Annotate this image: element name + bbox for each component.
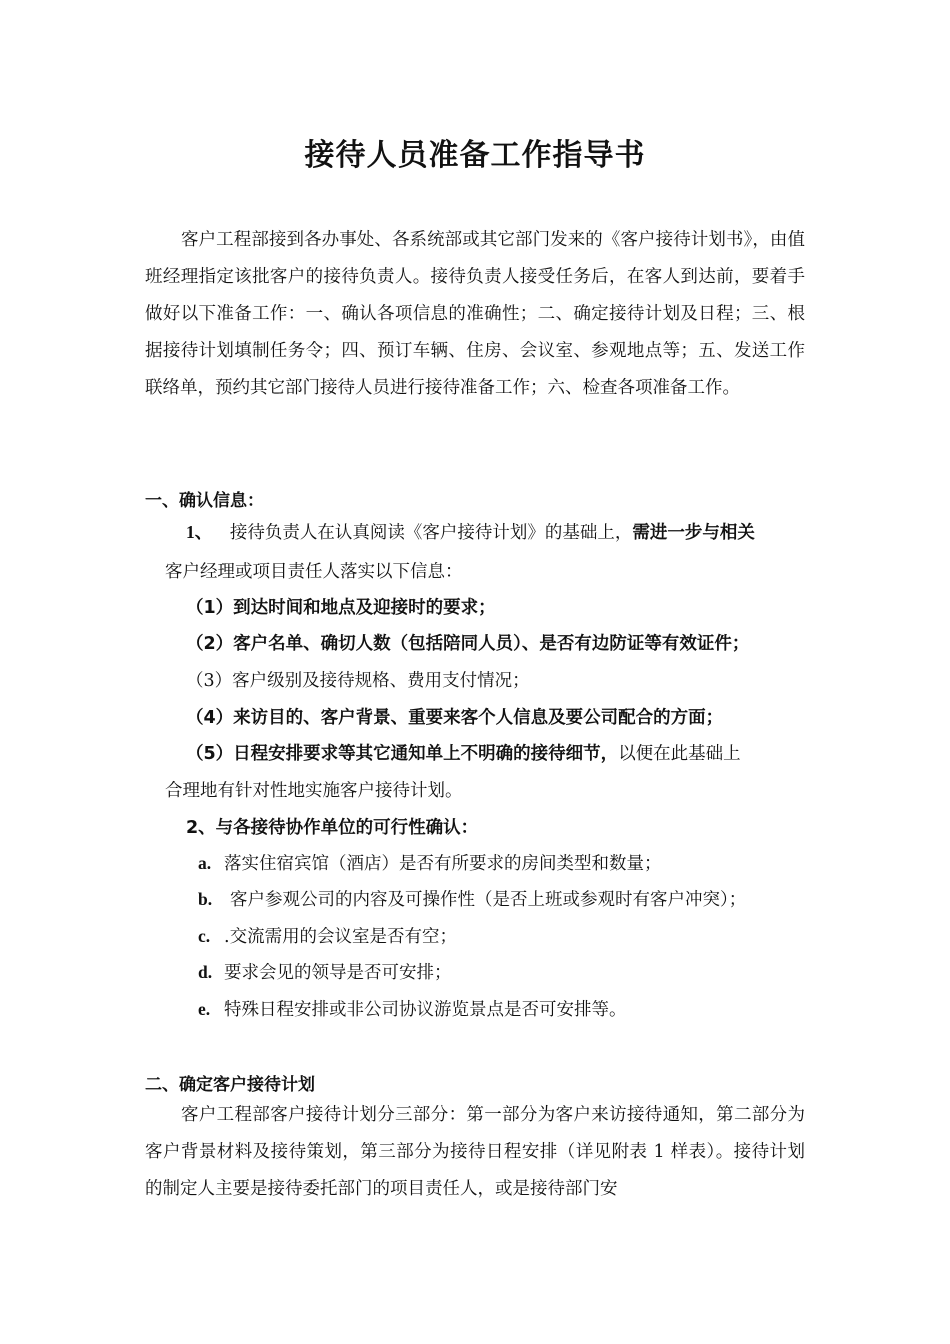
letter-item-a bbox=[198, 850, 662, 875]
item-1-line-1 bbox=[186, 519, 755, 544]
letter-item-b-marker: b. bbox=[198, 889, 213, 909]
letter-item-e-marker: e. bbox=[198, 999, 211, 1019]
item-1-line-2: 客户经理或项目责任人落实以下信息： bbox=[165, 562, 463, 582]
letter-item-c bbox=[198, 923, 457, 948]
letter-item-a-marker: a. bbox=[198, 853, 212, 873]
letter-item-d-text: 要求会见的领导是否可安排； bbox=[224, 963, 452, 983]
item-1-text-bold: 需进一步与相关 bbox=[632, 523, 755, 543]
section-2-heading: 二、确定客户接待计划 bbox=[145, 1075, 315, 1095]
item-2-heading: 2、与各接待协作单位的可行性确认： bbox=[186, 818, 479, 838]
letter-item-a-text: 落实住宿宾馆（酒店）是否有所要求的房间类型和数量； bbox=[224, 854, 662, 874]
letter-item-d bbox=[198, 959, 452, 984]
sub-item-5 bbox=[186, 740, 741, 765]
letter-item-b bbox=[198, 886, 746, 911]
letter-item-c-text: .交流需用的会议室是否有空； bbox=[224, 927, 458, 947]
letter-item-d-marker: d. bbox=[198, 962, 213, 982]
sub-item-5-bold: （5）日程安排要求等其它通知单上不明确的接待细节， bbox=[186, 744, 619, 764]
sub-item-3: （3）客户级别及接待规格、费用支付情况； bbox=[186, 671, 530, 691]
document-title: 接待人员准备工作指导书 bbox=[304, 138, 646, 173]
sub-item-2: （2）客户名单、确切人数（包括陪同人员）、是否有边防证等有效证件； bbox=[186, 634, 750, 654]
letter-item-c-marker: c. bbox=[198, 926, 211, 946]
section-2-paragraph: 客户工程部客户接待计划分三部分：第一部分为客户来访接待通知，第二部分为客户背景材料及接待策划，第三部分为接待日程安排（详见附表 1 样表）。接待计划的制定人主要是接待委托部门的项目责任人，或是接待部门安 bbox=[145, 1105, 805, 1199]
sub-item-4: （4）来访目的、客户背景、重要来客个人信息及要公司配合的方面； bbox=[186, 708, 724, 728]
section-1-heading: 一、确认信息： bbox=[145, 491, 264, 511]
sub-item-5-text: 以便在此基础上 bbox=[618, 744, 741, 764]
sub-item-5-line-2: 合理地有针对性地实施客户接待计划。 bbox=[165, 781, 463, 801]
sub-item-1: （1）到达时间和地点及迎接时的要求； bbox=[186, 598, 496, 618]
letter-item-e-text: 特殊日程安排或非公司协议游览景点是否可安排等。 bbox=[224, 1000, 627, 1020]
intro-paragraph: 客户工程部接到各办事处、各系统部或其它部门发来的《客户接待计划书》，由值班经理指定该批客户的接待负责人。接待负责人接受任务后，在客人到达前，要着手做好以下准备工作：一、确认各项信息的准确性；二、确定接待计划及日程；三、根据接待计划填制任务令；四、预订车辆、住房、会议室、参观地点等；五、发送工作联络单，预约其它部门接待人员进行接待准备工作；六、检查各项准备工作。 bbox=[145, 230, 805, 398]
item-1-text: 接待负责人在认真阅读《客户接待计划》的基础上， bbox=[229, 523, 633, 543]
letter-item-b-text: 客户参观公司的内容及可操作性（是否上班或参观时有客户冲突）； bbox=[230, 890, 747, 910]
letter-item-e bbox=[198, 996, 627, 1021]
item-1-marker: 1、 bbox=[186, 522, 213, 542]
